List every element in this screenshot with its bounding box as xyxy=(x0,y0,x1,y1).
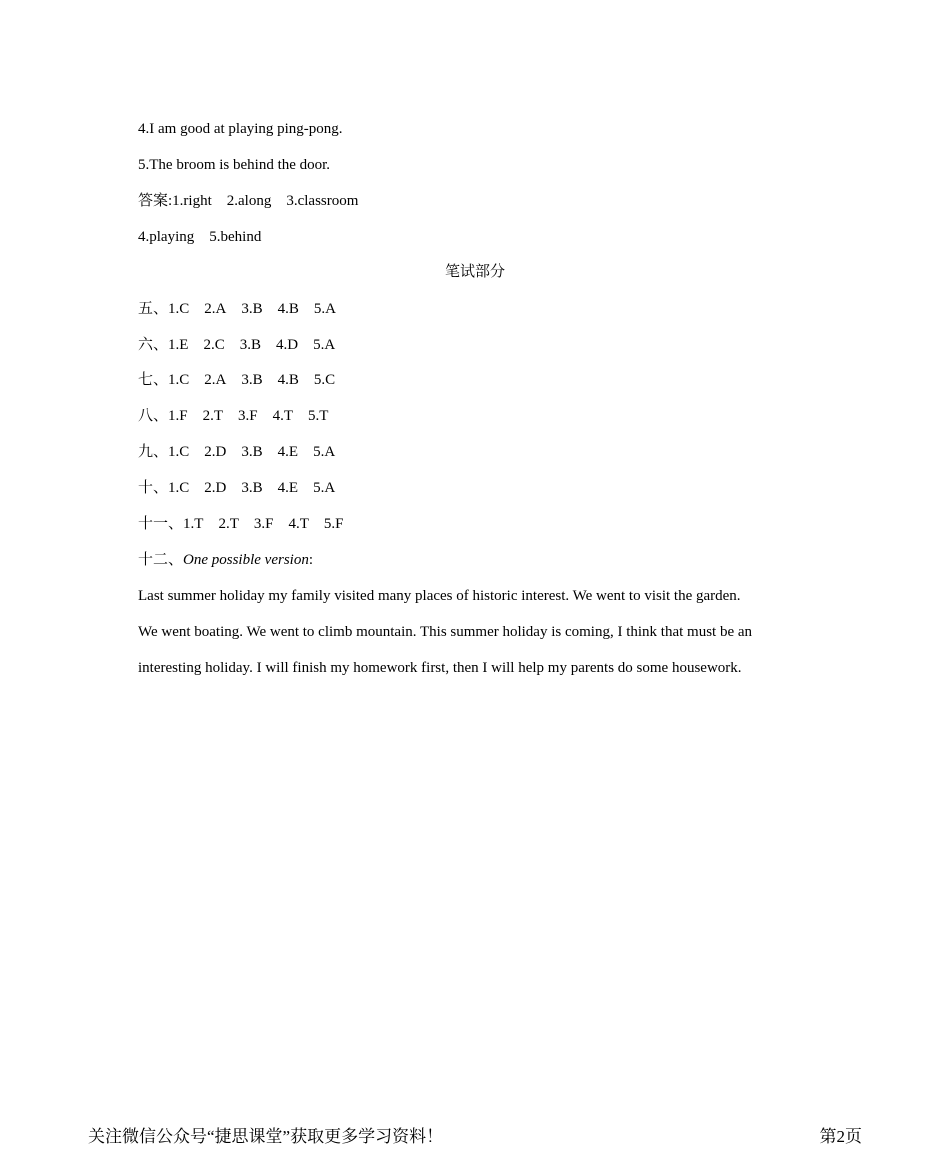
row-label: 五、 xyxy=(138,301,169,317)
row-label: 七、 xyxy=(138,372,169,388)
essay-line-3: interesting holiday. I will finish my homework first, then I will help my parents do some housework. xyxy=(138,660,742,676)
answer-item: 2.T xyxy=(218,516,239,532)
answer-item: 3.F xyxy=(238,408,258,424)
answer-item: 3.B xyxy=(241,372,263,388)
essay-line-1: Last summer holiday my family visited many places of historic interest. We went to visit the garden. xyxy=(138,588,741,604)
answer-item: 5.behind xyxy=(209,229,262,245)
answer-item: 2.A xyxy=(204,301,227,317)
row-label: 十、 xyxy=(138,480,169,496)
row-label: 九、 xyxy=(138,444,169,460)
answer-row-9 xyxy=(138,442,335,462)
answer-item: 1.C xyxy=(168,301,190,317)
answers-prefix: 答案: xyxy=(138,193,173,209)
answer-item: 5.C xyxy=(313,372,336,388)
listening-sentence-5: 5.The broom is behind the door. xyxy=(138,157,331,173)
essay-line-2: We went boating. We went to climb mountain. This summer holiday is coming, I think that must be an xyxy=(138,624,753,640)
answer-row-8 xyxy=(138,406,328,426)
answer-item: 1.C xyxy=(168,444,190,460)
answer-item: 5.A xyxy=(313,301,336,317)
answer-item: 1.T xyxy=(183,516,204,532)
answer-item: 2.T xyxy=(202,408,224,424)
answer-item: 5.A xyxy=(313,337,336,353)
answer-item: 4.B xyxy=(277,372,299,388)
answer-row-10 xyxy=(138,478,335,498)
answer-item: 1.E xyxy=(168,337,189,353)
answer-item: 3.B xyxy=(239,337,261,353)
answer-item: 3.B xyxy=(241,301,263,317)
row-label: 八、 xyxy=(138,408,169,424)
essay-intro: One possible version xyxy=(183,552,309,568)
answer-item: 4.E xyxy=(277,480,299,496)
answer-item: 4.B xyxy=(277,301,299,317)
answer-item: 2.D xyxy=(204,444,227,460)
answer-item: 4.playing xyxy=(138,229,195,245)
row-label: 十二、 xyxy=(138,552,184,568)
answers-line-1 xyxy=(138,191,358,211)
answer-item: 3.B xyxy=(241,480,263,496)
answer-row-11 xyxy=(138,514,343,534)
answer-item: 5.T xyxy=(308,408,329,424)
answer-row-7 xyxy=(138,370,335,390)
answers-line-2 xyxy=(138,227,261,247)
answer-item: 2.D xyxy=(204,480,227,496)
row-label: 十一、 xyxy=(138,516,184,532)
answer-item: 1.C xyxy=(168,372,190,388)
essay-heading xyxy=(138,550,313,570)
answer-item: 2.along xyxy=(226,193,272,209)
answer-item: 1.F xyxy=(168,408,188,424)
answer-item: 5.A xyxy=(313,480,336,496)
answer-item: 4.T xyxy=(288,516,309,532)
section-title: 笔试部分 xyxy=(444,264,505,280)
answer-item: 3.B xyxy=(241,444,263,460)
answer-item: 4.E xyxy=(277,444,299,460)
footer-promo: 关注微信公众号“捷思课堂”获取更多学习资料！ xyxy=(88,1127,444,1146)
answer-item: 4.T xyxy=(272,408,294,424)
essay-colon: : xyxy=(308,552,314,568)
answer-item: 5.A xyxy=(313,444,336,460)
page-number: 第2页 xyxy=(819,1127,862,1146)
answer-item: 3.F xyxy=(253,516,274,532)
answer-item: 3.classroom xyxy=(286,193,359,209)
answer-item: 2.A xyxy=(204,372,227,388)
answer-row-5 xyxy=(138,299,336,319)
answer-item: 1.right xyxy=(172,193,212,209)
answer-item: 1.C xyxy=(168,480,190,496)
answer-item: 2.C xyxy=(203,337,225,353)
answer-item: 4.D xyxy=(275,337,299,353)
answer-item: 5.F xyxy=(323,516,344,532)
listening-sentence-4: 4.I am good at playing ping-pong. xyxy=(138,121,343,137)
row-label: 六、 xyxy=(138,337,169,353)
answer-row-6 xyxy=(138,335,335,355)
